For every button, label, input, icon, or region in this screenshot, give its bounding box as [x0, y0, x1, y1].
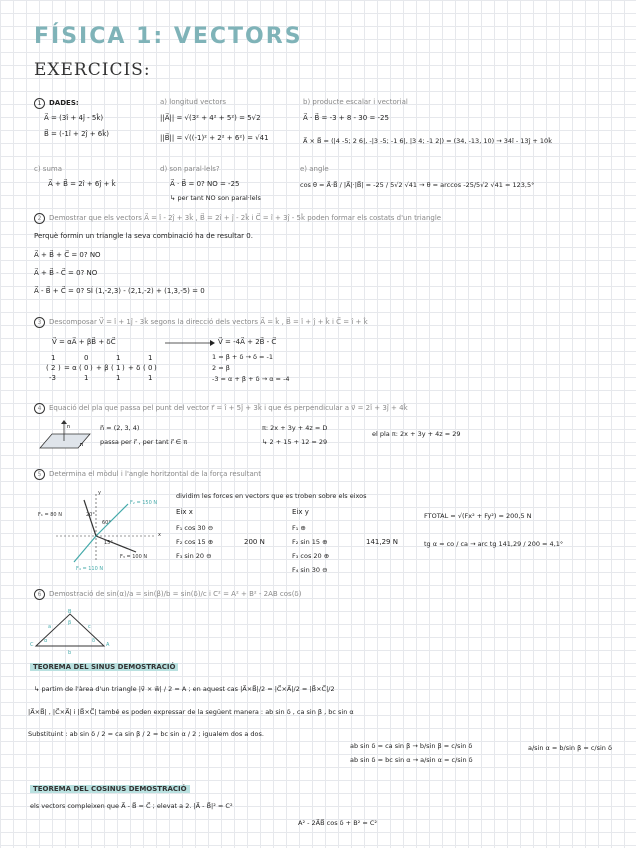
s5-question-text: Determina el mòdul i l'angle horitzontal de la força resultant — [49, 470, 261, 478]
svg-text:1: 1 — [84, 374, 89, 382]
s3-question — [34, 317, 368, 328]
tri-vertex-c: C — [30, 642, 34, 648]
cosines-heading: TEOREMA DEL COSINUS DEMOSTRACIÓ — [30, 785, 190, 793]
s3-line1: V⃗ = αA⃗ + βB⃗ + δC⃗ — [52, 338, 116, 346]
s2-line2: A⃗ + B⃗ + C⃗ = 0? NO — [34, 251, 101, 259]
s1-number: 1 — [34, 98, 45, 109]
s4-p3: π: 2x + 3y + 4z = D — [262, 424, 328, 432]
s4-question-text: Equació del pla que passa pel punt del vector r⃗ = î + 5ĵ + 3k̂ i que és perpendicular a v⃗ = 2î + 3ĵ + 4k̂ — [49, 404, 408, 412]
svg-text:(: ( — [143, 364, 146, 372]
svg-text:-3: -3 — [49, 374, 56, 382]
s1-b-vector: B⃗ = (-1î + 2ĵ + 6k̂) — [44, 130, 110, 138]
s3-m3: -3 = α + β + δ → α = -4 — [212, 375, 290, 383]
svg-text:0: 0 — [84, 354, 89, 362]
svg-text:0: 0 — [148, 364, 153, 372]
s3-number: 3 — [34, 317, 45, 328]
s4-p4: ↳ 2 + 15 + 12 = 29 — [262, 438, 328, 446]
svg-text:): ) — [90, 364, 93, 372]
s5-tg: tg α = co / ca → arc tg 141,29 / 200 = 4,1° — [424, 540, 564, 548]
s5-x1: F₁ cos 30 ⊖ — [176, 524, 214, 532]
s3-m1: 1 = β + δ → δ = -1 — [212, 353, 274, 361]
s1-a-line1: ||A⃗|| = √(3² + 4² + 5²) = 5√2 — [160, 114, 261, 122]
page-title: FÍSICA 1: VECTORS — [34, 24, 303, 49]
s5-yres: 141,29 N — [366, 538, 398, 546]
s1-dades-label: DADES: — [49, 99, 79, 107]
tri-angle-beta: β — [68, 620, 72, 626]
s5-intro: dividim les forces en vectors que es troben sobre els eixos — [176, 492, 367, 500]
tri-vertex-b: B — [68, 609, 72, 615]
svg-text:1: 1 — [148, 374, 153, 382]
angle-20: 20° — [86, 512, 95, 518]
x-axis-label: x — [158, 532, 161, 538]
svg-text:π: π — [80, 442, 84, 448]
tri-angle-delta: δ — [92, 638, 96, 644]
s1-e-line1: cos θ = A⃗·B⃗ / |A⃗|·|B⃗| = -25 / 5√2 √41 → θ = arccos -25/5√2 √41 = 123,5° — [300, 181, 535, 189]
svg-text:1: 1 — [116, 364, 121, 372]
svg-text:(: ( — [46, 364, 49, 372]
s5-number: 5 — [34, 469, 45, 480]
sines-r1: ab sin δ = ca sin β → b/sin β = c/sin δ — [350, 742, 473, 750]
cosines-line2: A² - 2A⃗B⃗ cos δ + B² = C² — [298, 819, 377, 827]
s5-question — [34, 469, 261, 480]
s5-x3: F₃ sin 20 ⊖ — [176, 552, 212, 560]
f3-label: F₃ = 100 N — [120, 554, 148, 560]
s3-line1b: V⃗ = -4A⃗ + 2B⃗ - C⃗ — [218, 338, 277, 346]
y-axis-label: y — [98, 490, 101, 496]
s1-b-line1: A⃗ · B⃗ = -3 + 8 - 30 = -25 — [303, 114, 389, 122]
angle-15: 15° — [104, 540, 113, 546]
force-diagram — [36, 486, 166, 572]
s1-dades — [34, 98, 79, 109]
s1-a-heading: a) longitud vectors — [160, 98, 226, 106]
tri-side-c: c — [88, 624, 91, 630]
s5-x2: F₂ cos 15 ⊕ — [176, 538, 214, 546]
s5-xres: 200 N — [244, 538, 265, 546]
s3-matrix-equation — [44, 350, 229, 386]
s2-line4: A⃗ - B⃗ + C⃗ = 0? SÍ (1,-2,3) - (2,1,-2) + (1,3,-5) = 0 — [34, 287, 205, 295]
section-subtitle: EXERCICIS: — [34, 60, 151, 80]
svg-text:= α: = α — [64, 364, 77, 372]
svg-text:1: 1 — [51, 354, 56, 362]
sines-line3: Substituint : ab sin δ / 2 = ca sin β / 2 = bc sin α / 2 ; igualem dos a dos. — [28, 730, 264, 738]
f1-label: F₁ = 80 N — [38, 512, 62, 518]
f4-label: F₄ = 110 N — [76, 566, 104, 572]
svg-text:1: 1 — [116, 354, 121, 362]
s3-question-text: Descomposar V⃗ = î + 1ĵ - 3k̂ segons la direcció dels vectors A⃗ = k̂ , B⃗ = î + ĵ + k̂ i C⃗ = î + k̂ — [49, 318, 368, 326]
s2-line3: A⃗ + B⃗ - C⃗ = 0? NO — [34, 269, 98, 277]
s1-a-vector: A⃗ = (3î + 4ĵ - 5k̂) — [44, 114, 104, 122]
s1-d-line2: ↳ per tant NO son paral·lels — [170, 194, 261, 202]
s4-p1: n⃗ = (2, 3, 4) — [100, 424, 140, 432]
s6-number: 6 — [34, 589, 45, 600]
s2-question — [34, 213, 441, 224]
s2-number: 2 — [34, 213, 45, 224]
s1-d-line1: A⃗ · B⃗ = 0? NO = -25 — [170, 180, 240, 188]
s2-question-text: Demostrar que els vectors A⃗ = î - 2ĵ + 3k̂ , B⃗ = 2î + ĵ - 2k̂ i C⃗ = î + 3ĵ - 5k̂ poden formar els costats d'un triangle — [49, 214, 442, 222]
s3-m2: 2 = β — [212, 364, 230, 372]
svg-text:(: ( — [79, 364, 82, 372]
svg-text:): ) — [122, 364, 125, 372]
plane-diagram — [36, 420, 92, 452]
svg-text:+ β: + β — [96, 364, 109, 372]
sines-line2: |A⃗×B⃗| , |C⃗×A⃗| i |B⃗×C⃗| també es poden expressar de la següent manera : ab sin δ , ca sin β , bc sin α — [28, 708, 354, 716]
triangle-diagram — [30, 608, 110, 656]
s4-p2: passa per r⃗ , per tant r⃗ ∈ π — [100, 438, 188, 446]
sines-result: a/sin α = b/sin β = c/sin δ — [528, 744, 612, 752]
s5-ftotal: FTOTAL = √(Fx² + Fy²) = 200,5 N — [424, 512, 532, 520]
s5-y3: F₃ cos 20 ⊕ — [292, 552, 330, 560]
svg-text:(: ( — [111, 364, 114, 372]
s1-a-line2: ||B⃗|| = √((-1)² + 2² + 6²) = √41 — [160, 134, 269, 142]
tri-vertex-a: A — [106, 642, 110, 648]
f2-label: F₂ = 150 N — [130, 500, 158, 506]
tri-angle-alpha: α — [44, 638, 48, 644]
tri-side-b: b — [68, 650, 72, 656]
s2-line1: Perquè formin un triangle la seva combinació ha de resultar 0. — [34, 232, 253, 240]
s5-y4: F₄ sin 30 ⊖ — [292, 566, 328, 574]
svg-text:n: n — [67, 424, 71, 430]
tri-side-a: a — [48, 624, 52, 630]
s6-question-text: Demostració de sin(α)/a = sin(β)/b = sin(δ)/c i C² = A² + B² - 2AB cos(δ) — [49, 590, 302, 598]
s1-b-line2: A⃗ × B⃗ = (|4 -5; 2 6|, -|3 -5; -1 6|, |3 4; -1 2|) = (34, -13, 10) → 34î - 13ĵ + 10k̂ — [303, 137, 552, 145]
s4-question — [34, 403, 408, 414]
angle-60: 60° — [102, 520, 111, 526]
svg-text:): ) — [58, 364, 61, 372]
s6-question — [34, 589, 301, 600]
cosines-line1: els vectors compleixen que A⃗ - B⃗ = C⃗ ; elevat a 2. |A⃗ - B⃗|² = C² — [30, 802, 233, 810]
s4-p5: el pla π: 2x + 3y + 4z = 29 — [372, 430, 461, 438]
s1-e-heading: e) angle — [300, 165, 329, 173]
svg-text:0: 0 — [84, 364, 89, 372]
svg-text:1: 1 — [148, 354, 153, 362]
svg-text:2: 2 — [51, 364, 56, 372]
s5-eixx: Eix x — [176, 508, 193, 516]
s1-b-heading: b) producte escalar i vectorial — [303, 98, 408, 106]
s1-c-heading: c) suma — [34, 165, 62, 173]
s1-c-line1: A⃗ + B⃗ = 2î + 6ĵ + k̂ — [48, 180, 116, 188]
sines-heading: TEOREMA DEL SINUS DEMOSTRACIÓ — [30, 663, 178, 671]
s5-y1: F₁ ⊕ — [292, 524, 306, 532]
s1-d-heading: d) son paral·lels? — [160, 165, 220, 173]
s4-number: 4 — [34, 403, 45, 414]
s5-eixy: Eix y — [292, 508, 309, 516]
s3-arrow — [165, 340, 215, 346]
s5-y2: F₂ sin 15 ⊕ — [292, 538, 328, 546]
svg-text:): ) — [154, 364, 157, 372]
svg-text:+ δ: + δ — [128, 364, 141, 372]
svg-text:1: 1 — [116, 374, 121, 382]
sines-r2: ab sin δ = bc sin α → a/sin α = c/sin δ — [350, 756, 473, 764]
sines-line1: ↳ partim de l'àrea d'un triangle |v⃗ × w⃗| / 2 = A ; en aquest cas |A⃗×B⃗|/2 = |C⃗×A⃗|/2 = |B⃗×C⃗|/2 — [34, 685, 335, 693]
